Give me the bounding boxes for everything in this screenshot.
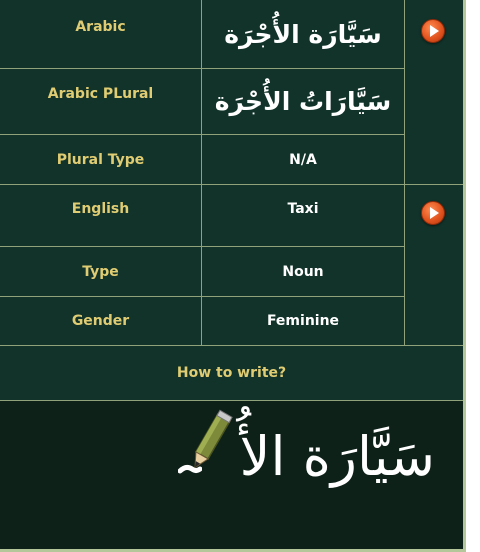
row-label: Plural Type xyxy=(56,151,145,168)
arabic-word: سَيَّارَة الأُجْرَة xyxy=(224,19,382,49)
type-value: Noun xyxy=(282,263,324,280)
play-icon xyxy=(430,25,439,37)
writing-board xyxy=(0,401,463,549)
row-arabic-value-cell xyxy=(202,0,405,69)
row-label: Arabic PLural xyxy=(47,85,154,102)
writing-board-text: سَيَّارَة الأُ xyxy=(239,425,435,488)
row-plural-label-cell xyxy=(0,69,202,135)
row-type-label-cell xyxy=(0,247,202,297)
page-margin xyxy=(466,0,480,552)
arabic-play-button[interactable] xyxy=(421,19,445,43)
row-plural-value-cell xyxy=(202,69,405,135)
play-icon xyxy=(430,207,439,219)
row-plural-type-value-cell xyxy=(202,135,405,185)
row-plural-type-label-cell xyxy=(0,135,202,185)
row-gender-label-cell xyxy=(0,297,202,346)
row-english-value-cell xyxy=(202,185,405,247)
row-label: Type xyxy=(82,263,119,280)
frame-edge xyxy=(463,0,466,552)
row-arabic-label-cell xyxy=(0,0,202,69)
english-value: Taxi xyxy=(287,201,319,217)
stroke-trace xyxy=(178,463,202,477)
row-label: Arabic xyxy=(75,19,126,35)
row-type-value-cell xyxy=(202,247,405,297)
english-play-button[interactable] xyxy=(421,201,445,225)
arabic-plural-word: سَيَّارَاتُ الأُجْرَة xyxy=(214,87,392,116)
row-gender-value-cell xyxy=(202,297,405,346)
plural-type-value: N/A xyxy=(289,151,317,168)
how-to-write-label: How to write? xyxy=(176,365,287,381)
row-label: English xyxy=(71,201,130,217)
how-to-write-button[interactable] xyxy=(0,346,463,401)
row-label: Gender xyxy=(71,313,130,329)
gender-value: Feminine xyxy=(266,313,340,329)
row-english-label-cell xyxy=(0,185,202,247)
